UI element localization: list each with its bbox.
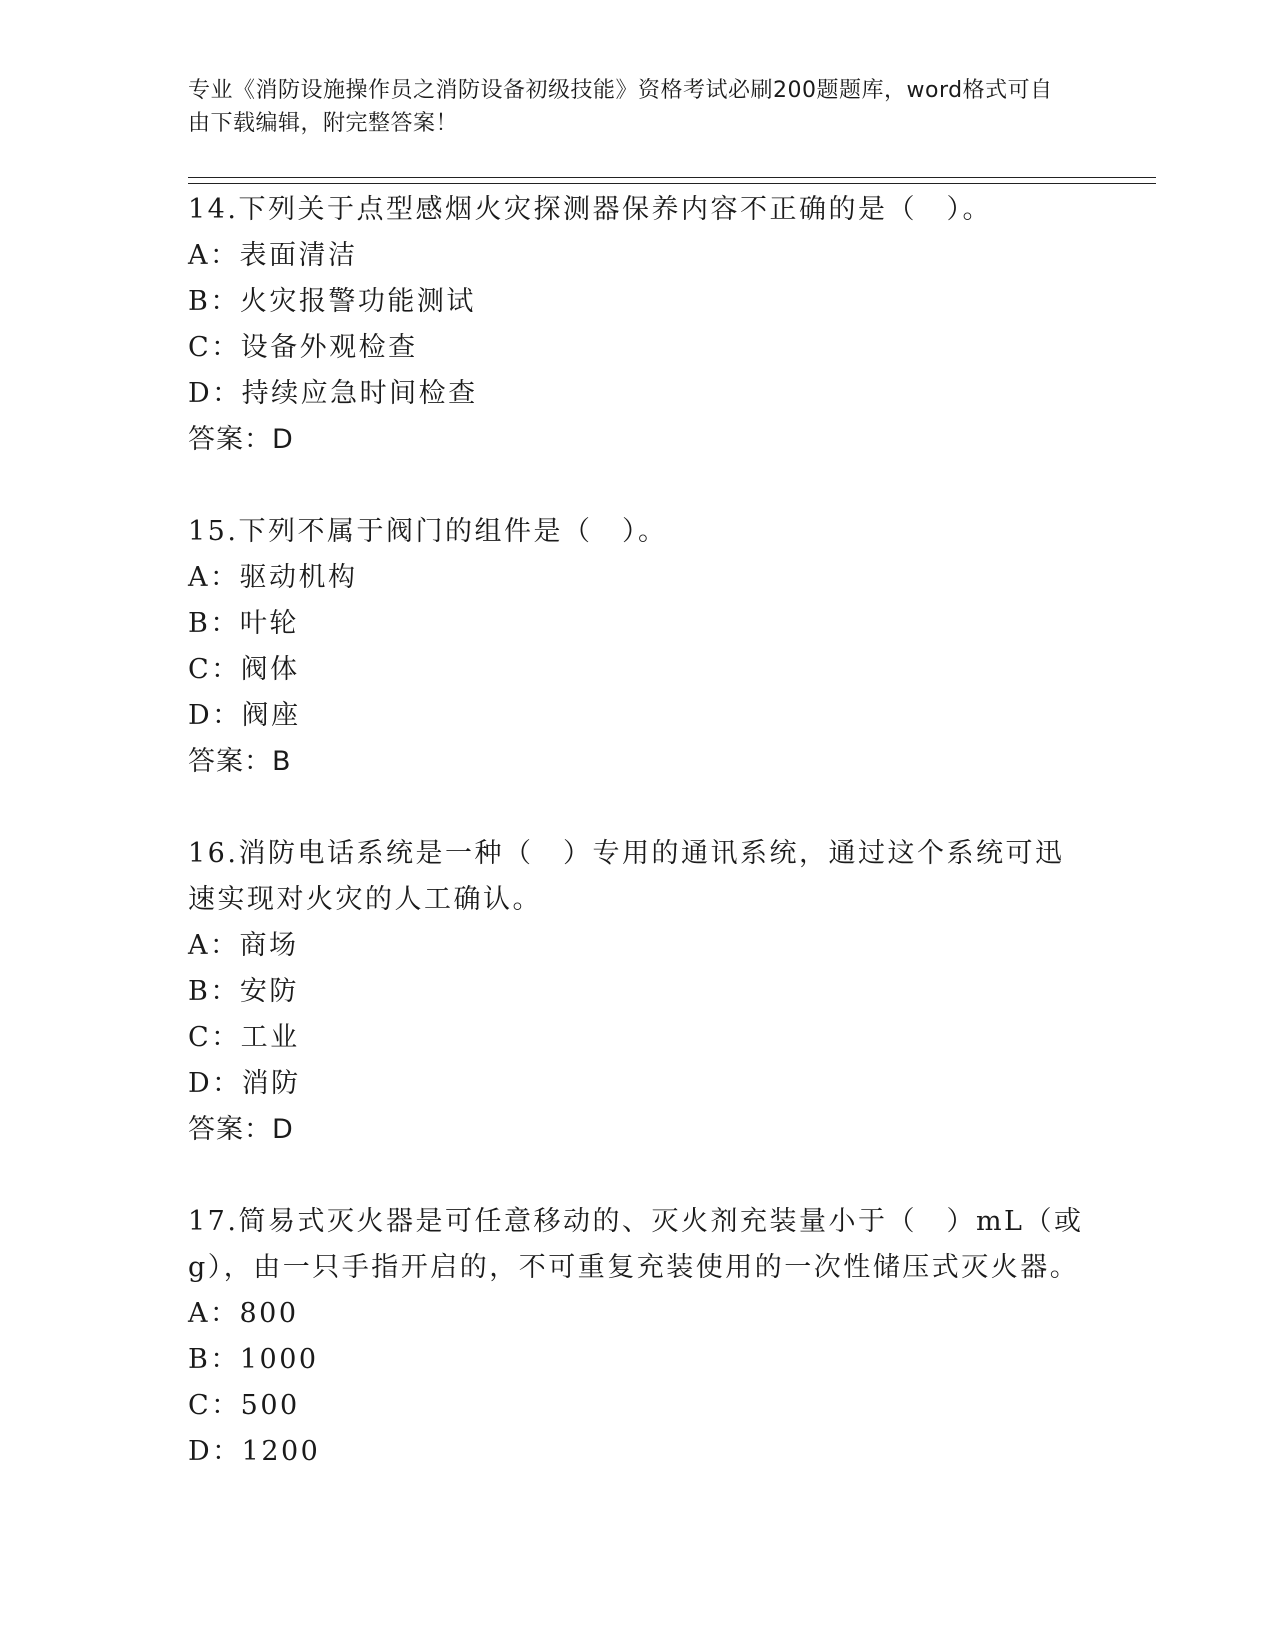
option-a: A：800 xyxy=(188,1298,299,1329)
option-d: D：1200 xyxy=(188,1436,321,1467)
option-d: D：消防 xyxy=(188,1068,301,1099)
option-c: C：工业 xyxy=(188,1022,300,1053)
header-rule-top xyxy=(188,177,1156,178)
option-d: D：持续应急时间检查 xyxy=(188,378,478,409)
question-17 xyxy=(188,1199,1088,1475)
question-stem: 16.消防电话系统是一种（ ）专用的通讯系统，通过这个系统可迅速实现对火灾的人工确认。 xyxy=(188,838,1065,915)
option-c: C：阀体 xyxy=(188,654,300,685)
option-b: B：安防 xyxy=(188,976,299,1007)
question-stem: 15.下列不属于阀门的组件是（ ）。 xyxy=(188,516,668,547)
answer: 答案：B xyxy=(188,746,292,777)
option-a: A：驱动机构 xyxy=(188,562,358,593)
answer: 答案：D xyxy=(188,1114,294,1145)
option-d: D：阀座 xyxy=(188,700,301,731)
question-14 xyxy=(188,187,1088,463)
question-15 xyxy=(188,509,1088,785)
document-header: 专业《消防设施操作员之消防设备初级技能》资格考试必刷200题题库，word格式可自由下载编辑，附完整答案！ xyxy=(188,78,1053,136)
question-16 xyxy=(188,831,1088,1153)
question-stem: 17.简易式灭火器是可任意移动的、灭火剂充装量小于（ ）mL（或g），由一只手指开启的，不可重复充装使用的一次性储压式灭火器。 xyxy=(188,1206,1084,1283)
question-list xyxy=(188,187,1088,1521)
option-c: C：500 xyxy=(188,1390,300,1421)
option-b: B：1000 xyxy=(188,1344,319,1375)
option-b: B：火灾报警功能测试 xyxy=(188,286,476,317)
question-stem: 14.下列关于点型感烟火灾探测器保养内容不正确的是（ ）。 xyxy=(188,194,992,225)
option-a: A：商场 xyxy=(188,930,299,961)
answer: 答案：D xyxy=(188,424,294,455)
option-c: C：设备外观检查 xyxy=(188,332,418,363)
option-a: A：表面清洁 xyxy=(188,240,358,271)
option-b: B：叶轮 xyxy=(188,608,299,639)
header-rule-bottom xyxy=(188,183,1156,184)
